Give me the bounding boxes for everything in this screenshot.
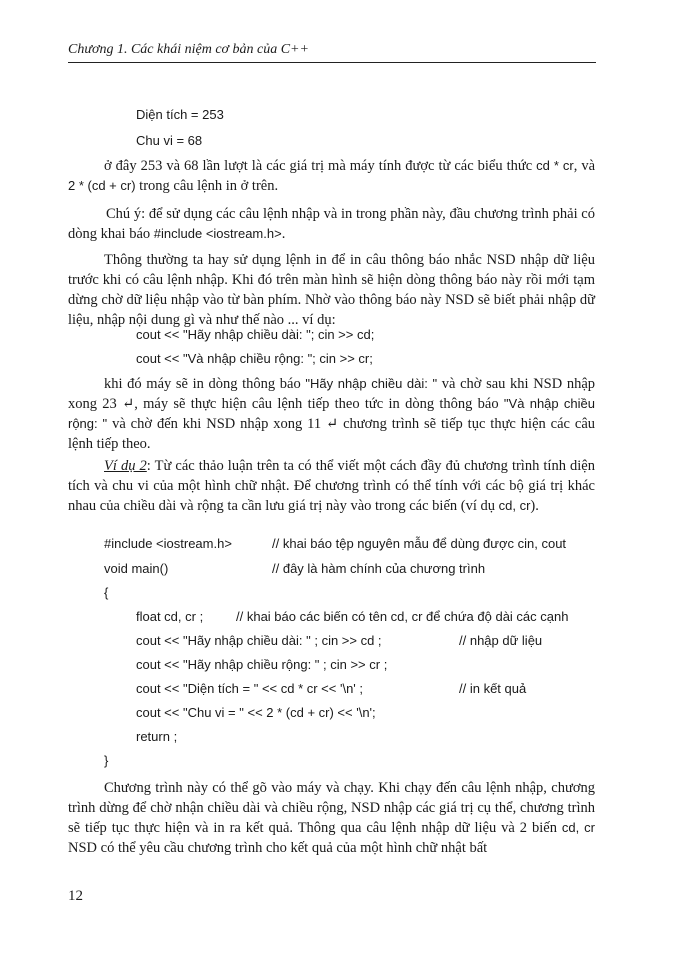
- p2-code-include: #include <iostream.h>: [153, 226, 282, 241]
- paragraph-example-2: [68, 456, 595, 516]
- output-area-line: Diện tích = 253: [136, 107, 224, 122]
- p6-text-b: NSD có thể yêu cầu chương trình cho kết quả của một hình chữ nhật bất: [68, 840, 488, 856]
- p4-text-b: và chờ sau khi NSD nhập xong 23 ↵, máy sẽ thực hiện câu lệnh tiếp theo tức in dòng thông báo: [68, 376, 596, 412]
- code-line-prompt-length: cout << "Hãy nhập chiều dài: "; cin >> cd;: [136, 327, 375, 342]
- example-label: Ví dụ 2: [104, 458, 147, 474]
- p4-text-c: và chờ đến khi NSD nhập xong 11 ↵ chương trình sẽ tiếp tục thực hiện các câu lệnh tiếp theo.: [68, 416, 596, 452]
- paragraph-prompt-behavior: [68, 374, 595, 454]
- code-input-width: cout << "Hãy nhập chiều rộng: " ; cin >> cr ;: [136, 657, 388, 672]
- p5-text-b: ).: [530, 498, 539, 514]
- p1-text-b: , và: [573, 158, 596, 174]
- p2-text-b: .: [281, 226, 286, 242]
- code-include-comment: // khai báo tệp nguyên mẫu để dùng được cin, cout: [272, 536, 567, 551]
- code-include: #include <iostream.h>: [104, 536, 232, 551]
- code-return: return ;: [136, 729, 178, 744]
- p4-code-msg2: "Và nhập chiều rộng: ": [68, 396, 595, 431]
- code-output-area: cout << "Diện tích = " << cd * cr << '\n' ;: [136, 681, 364, 696]
- p1-text-a: ở đây 253 và 68 lần lượt là các giá trị mà máy tính được từ các biểu thức: [104, 158, 533, 174]
- code-line-prompt-width: cout << "Và nhập chiều rộng: "; cin >> cr;: [136, 351, 373, 366]
- code-output-comment: // in kết quả: [459, 681, 527, 696]
- output-perimeter-line: Chu vi = 68: [136, 133, 203, 148]
- running-header: [68, 40, 596, 63]
- paragraph-run-program: [68, 778, 595, 858]
- code-output-perimeter: cout << "Chu vi = " << 2 * (cd + cr) << '\n';: [136, 705, 376, 720]
- header-title: Chương 1. Các khái niệm cơ bản của C++: [68, 42, 309, 57]
- p1-code-expr2: 2 * (cd + cr): [68, 178, 136, 193]
- code-main-comment: // đây là hàm chính của chương trình: [272, 561, 486, 576]
- code-main: void main(): [104, 561, 169, 576]
- paragraph-prompt-usage: Thông thường ta hay sử dụng lệnh in để in câu thông báo nhắc NSD nhập dữ liệu trước khi có câu lệnh nhập. Khi đó trên màn hình sẽ hiện dòng thông báo này rồi mới tạm dừng chờ dữ liệu nhập vào từ bàn phím. Nhờ vào thông báo này NSD sẽ biết phải nhập dữ liệu, nhập nội dung gì và như thế nào ... ví dụ:: [68, 252, 595, 328]
- p5-text-a: : Từ các thảo luận trên ta có thể viết một cách đầy đủ chương trình tính diện tích và chu vi của một hình chữ nhật. Để chương trình có thể tính với các bộ giá trị khác nhau của chiều dài và rộng ta cần lưu giá trị này vào trong các biến (ví dụ: [68, 458, 595, 514]
- paragraph-explanation: [68, 156, 595, 196]
- p6-code-vars: cd, cr: [561, 820, 595, 835]
- paragraph-note: [68, 204, 595, 244]
- p1-text-c: trong câu lệnh in ở trên.: [139, 178, 279, 194]
- code-input-length: cout << "Hãy nhập chiều dài: " ; cin >> cd ;: [136, 633, 382, 648]
- code-input-comment: // nhập dữ liệu: [459, 633, 543, 648]
- code-close-brace: }: [104, 753, 109, 768]
- code-declaration-comment: // khai báo các biến có tên cd, cr để chứa độ dài các cạnh: [236, 609, 569, 624]
- p4-text-a: khi đó máy sẽ in dòng thông báo: [104, 376, 301, 392]
- code-open-brace: {: [104, 585, 109, 600]
- p6-text-a: Chương trình này có thể gõ vào máy và chạy. Khi chạy đến câu lệnh nhập, chương trình dừng để chờ nhận chiều dài và chiều rộng, NSD nhập các giá trị cụ thể, chương trình sẽ tiếp tục thực hiện và in ra kết quả. Thông qua câu lệnh nhập dữ liệu và 2 biến: [68, 780, 595, 836]
- code-declaration: float cd, cr ;: [136, 609, 204, 624]
- p1-code-expr1: cd * cr: [536, 158, 574, 173]
- p5-code-vars: cd, cr: [498, 498, 531, 513]
- p4-code-msg1: "Hãy nhập chiều dài: ": [305, 376, 438, 391]
- page-number: 12: [68, 888, 83, 904]
- p2-text-a: Chú ý: để sử dụng các câu lệnh nhập và in trong phần này, đầu chương trình phải có dòng khai báo: [68, 206, 595, 242]
